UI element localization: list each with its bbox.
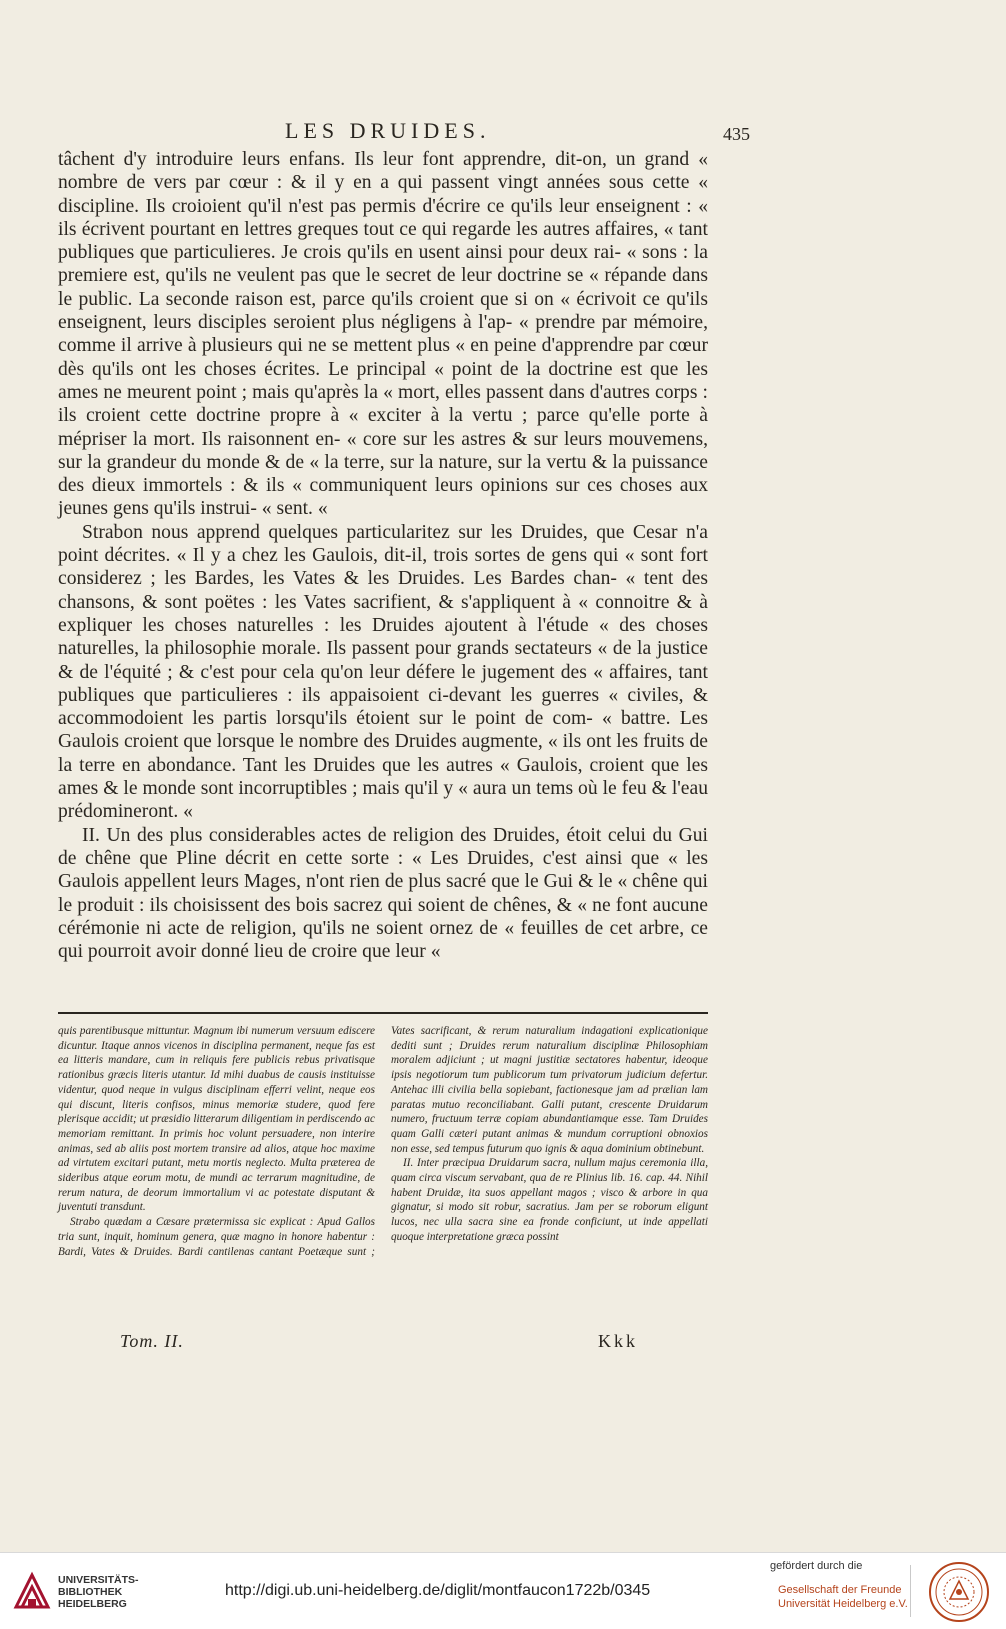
footnote-pliny: II. Inter præcipua Druidarum sacra, nullum majus ceremonia illa, quam circa viscum servabant, qua de re Plinius lib. 16. cap. 44. Nihil habent Druidæ, ita suos appellant magos ; visco & arbore in qua gignatur, si modo sit robur, sacratius. Jam per se roborum eligunt lucos, nec ulla sacra sine ea fronde conficiunt, ut inde appellati quoque interpretatione græca possint [391,1157,708,1243]
university-library-logo-icon [10,1567,54,1615]
society-name-line: Universität Heidelberg e.V. [778,1598,908,1610]
footnote-strabo: Strabo quædam a Cæsare prætermissa sic explicat : Apud Gallos tria sunt, inquit, hominum genera, quæ magno in honore habentur : Bardi, Vates & Druides. Bardi cantilenas cantant Poetæque sunt ; Vates sacrificant, & rerum naturalium indagationi explicationique dediti sunt ; Druides rerum naturalium disciplinæ Philosophiam moralem adjiciunt ; ut magni justitiæ sectatores habentur, ideoque ipsis negotiorum tum publicorum tum privatorum judicium defertur. Antehac illi civilia bella sopiebant, factionesque jam ad prælian lam paratas mutuo reconciliabant. Galli putant, crescente Druidarum numero, fructuum terræ copiam abundantiamque esse. Tam Druides quam Galli cæteri putant animas & mundum corruptioni obnoxios non esse, sed tempus futurum quo ignis & aqua dominium obtinebunt. [58,1025,708,1258]
footnotes [58,1024,708,1259]
volume-label: Tom. II. [120,1331,184,1351]
banner-divider [910,1565,911,1617]
footnote-caesar: quis parentibusque mittuntur. Magnum ibi numerum versuum ediscere dicuntur. Itaque annos vicenos in disciplina permanent, neque fas est ea litteris mandare, cum in reliquis fere publicis rebus privatisque rationibus græcis literis utantur. Id mihi duabus de causis instituisse videntur, quod neque in vulgus disciplinam efferri velint, neque eos qui discunt, literis confisos, minus memoriæ studere, quod fere plerisque accidit; ut præsidio litterarum diligentiam in perdiscendo ac memoriam remittant. In primis hoc volunt persuadere, non interire animas, sed ab aliis post mortem transire ad alios, atque hoc maxime ad virtutem excitari putant, metu mortis neglecto. Multa præterea de sideribus atque eorum motu, de mundi ac terrarum magnitudine, de rerum natura, de deorum immortalium vi ac potestate disputant & juventuti transdunt. [58,1025,375,1214]
footnote-rule [58,1012,708,1014]
funded-by-label: gefördert durch die [770,1560,863,1572]
library-name-line: HEIDELBERG [58,1598,127,1610]
digitization-banner [0,1552,1006,1629]
running-title: LES DRUIDES. [285,118,491,143]
main-text [58,148,708,963]
page-header [60,118,750,148]
society-name [778,1583,908,1611]
permalink-url[interactable]: http://digi.ub.uni-heidelberg.de/diglit/montfaucon1722b/0345 [225,1582,651,1599]
library-name-line: BIBLIOTHEK [58,1586,123,1598]
paragraph-gui-de-chene: II. Un des plus considerables actes de religion des Druides, étoit celui du Gui de chêne que Pline décrit en cette sorte : « Les Druides, c'est ainsi que « les Gaulois appellent leurs Mages, n'ont rien de plus sacré que le Gui & le « chêne qui le produit : ils choisissent des bois sacrez qui soient de chênes, & « ne font aucune cérémonie ni acte de religion, qu'ils ne soient ornez de « feuilles de cet arbre, ce qui pourroit avoir donné lieu de croire que leur « [58,824,708,963]
paragraph-continued: tâchent d'y introduire leurs enfans. Ils leur font apprendre, dit-on, un grand « nombre de vers par cœur : & il y en a qui passent vingt années sous cette « discipline. Ils croioient qu'il n'est pas permis d'écrire ce qu'ils leur enseignent : « ils écrivent pourtant en lettres greques tout ce qui regarde les autres affaires, « tant publiques que particulieres. Je crois qu'ils en usent ainsi pour deux rai- « sons : la premiere est, qu'ils ne veulent pas que le secret de leur doctrine se « répande dans le public. La seconde raison est, parce qu'ils croient que si on « écrivoit ce qu'ils enseignent, leurs disciples seroient plus négligens à l'ap- « prendre par mémoire, comme il arrive à plusieurs qui ne se mettent plus « en peine d'apprendre par cœur dès qu'ils ont les choses écrites. Le principal « point de la doctrine est que les ames ne meurent point ; mais qu'après la « mort, elles passent dans d'autres corps : ils croient cette doctrine propre à « exciter à la vertu ; parce qu'elle porte à mépriser la mort. Ils raisonnent en- « core sur les astres & sur leurs mouvemens, sur la grandeur du monde & de « la terre, sur la nature, sur la vertu & la puissance des dieux immortels : & ils « communiquent leurs opinions sur ces choses aux jeunes gens qu'ils instrui- « sent. « [58,149,708,520]
signature-mark: Kkk [598,1331,638,1351]
library-name [58,1574,139,1610]
paragraph-strabon: Strabon nous apprend quelques particularitez sur les Druides, que Cesar n'a point décrites. « Il y a chez les Gaulois, dit-il, trois sortes de gens qui « sont fort considerez ; les Bardes, les Vates & les Druides. Les Bardes chan- « tent des chansons, & sont poëtes : les Vates sacrifient, & s'appliquent à « connoitre & à expliquer les choses naturelles : les Druides ajoutent à l'étude « des choses naturelles, la philosophie morale. Ils passent pour grands sectateurs « de la justice & de l'équité ; & c'est pour cela qu'on leur défere le jugement des « affaires, tant publiques que particulieres : ils appaisoient ci-devant les guerres « civiles, & accommodoient les partis lorsqu'ils étoient sur le point de com- « battre. Les Gaulois croient que lorsque le nombre des Druides augmente, « ils ont les fruits de la terre en abondance. Tant les Druides que les autres « Gaulois, croient que les ames & le monde sont incorruptibles ; mais qu'il y « aura un tems où le feu & l'eau prédomineront. « [58,521,708,823]
society-name-line: Gesellschaft der Freunde [778,1584,902,1596]
university-seal-icon [928,1561,990,1623]
page-number: 435 [723,124,750,144]
library-name-line: UNIVERSITÄTS- [58,1574,139,1586]
